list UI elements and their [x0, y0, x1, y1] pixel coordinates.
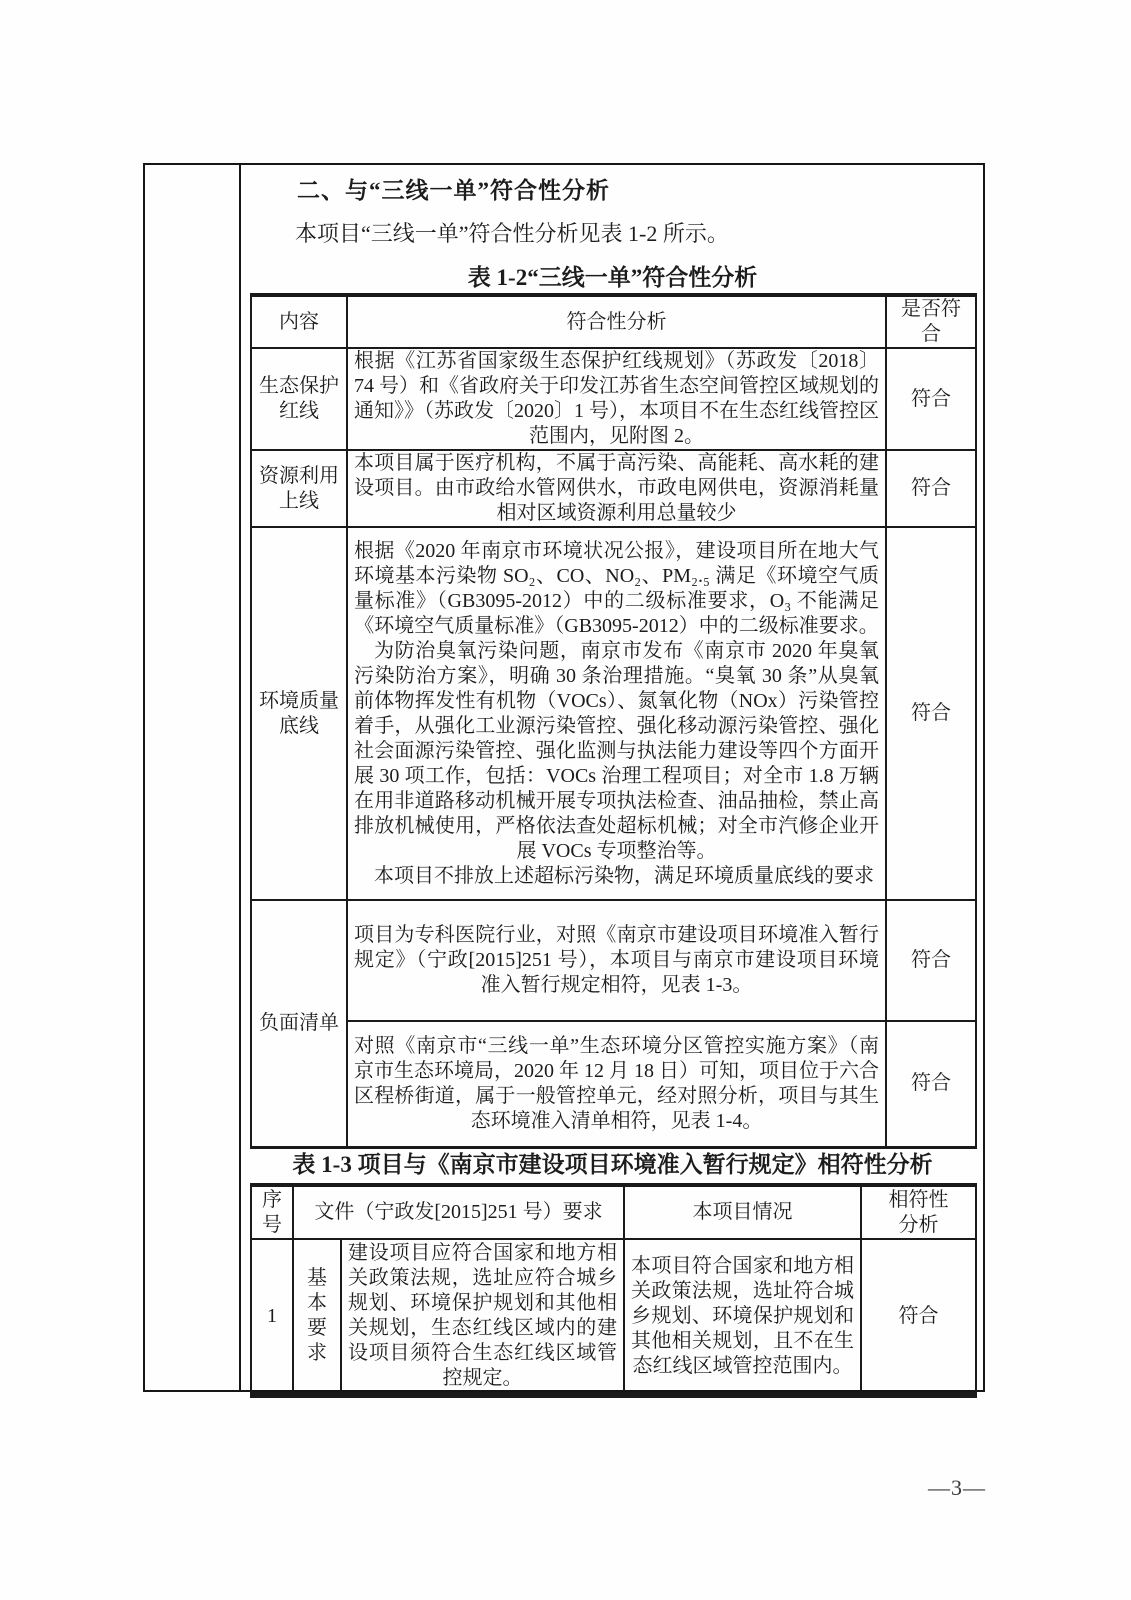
- header-no-label: 序号: [262, 1188, 282, 1236]
- row-compliant: 符合: [886, 1021, 976, 1147]
- header-compliant: [886, 295, 976, 348]
- table-row: [251, 1239, 976, 1395]
- intro-paragraph: 本项目“三线一单”符合性分析见表 1-2 所示。: [295, 221, 729, 246]
- table-row: [251, 1021, 976, 1147]
- row-label-env-quality-bottomline: 环境质量底线: [251, 527, 347, 900]
- situation-paragraph: 本项目符合国家和地方相关政策法规，选址符合城乡规划、环境保护规划和其他相关规划，且不在生态红线区域管控范围内。: [631, 1254, 855, 1377]
- row-label-ecological-redline: 生态保护红线: [251, 348, 347, 450]
- header-requirement: 文件（宁政发[2015]251 号）要求: [293, 1185, 624, 1239]
- header-analysis: 符合性分析: [347, 295, 886, 348]
- row-category: [293, 1239, 341, 1395]
- header-result-label: 相符性分析: [888, 1188, 949, 1236]
- table-1-2-header-row: [251, 295, 976, 348]
- header-compliant-label: 是否符合: [901, 298, 961, 345]
- row-result: 符合: [861, 1239, 976, 1395]
- row-requirement: [341, 1239, 624, 1395]
- analysis-paragraph: 本项目不排放上述超标污染物，满足环境质量底线的要求: [374, 864, 874, 887]
- row-no: 1: [251, 1239, 293, 1395]
- table-1-3: [250, 1183, 977, 1398]
- row-label-resource-ceiling: 资源利用上线: [251, 450, 347, 527]
- row-compliant: 符合: [886, 527, 976, 900]
- table-1-2-title: 表 1-2“三线一单”符合性分析: [467, 265, 758, 290]
- table-1-2: [250, 293, 977, 1149]
- header-no: [251, 1185, 293, 1239]
- header-result: [861, 1185, 976, 1239]
- row-analysis: [347, 450, 886, 527]
- table-row: [251, 348, 976, 450]
- row-situation: [624, 1239, 861, 1395]
- row-compliant: 符合: [886, 450, 976, 527]
- analysis-paragraph: 根据《2020 年南京市环境状况公报》，建设项目所在地大气环境基本污染物 SO₂、CO、NO₂、PM₂.₅ 满足《环境空气质量标准》（GB3095-2012）中的二级标准要求，O₃ 不能满足《环境空气质量标准》（GB3095-2012）中的二级标准要求。: [354, 539, 879, 637]
- row-analysis: [347, 1021, 886, 1147]
- table-row: [251, 450, 976, 527]
- analysis-paragraph: 为防治臭氧污染问题，南京市发布《南京市 2020 年臭氧污染防治方案》，明确 30 条治理措施。“臭氧 30 条”从臭氧前体物挥发性有机物（VOCs）、氮氧化物（NOx）污染管控着手，从强化工业源污染管控、强化移动源污染管控、强化社会面源污染管控、强化监测与执法能力建设等四个方面开展 30 项工作，包括：VOCs 治理工程项目；对全市 1.8 万辆在用非道路移动机械开展专项执法检查、油品抽检，禁止高排放机械使用，严格依法查处超标机械；对全市汽修企业开展 VOCs 专项整治等。: [354, 639, 879, 862]
- analysis-paragraph: 项目为专科医院行业，对照《南京市建设项目环境准入暂行规定》（宁政[2015]251 号），本项目与南京市建设项目环境准入暂行规定相符，见表 1-3。: [354, 924, 879, 996]
- row-analysis: [347, 527, 886, 900]
- table-1-3-title: 表 1-3 项目与《南京市建设项目环境准入暂行规定》相符性分析: [292, 1152, 933, 1177]
- section-heading: 二、与“三线一单”符合性分析: [297, 178, 610, 203]
- requirement-paragraph: 建设项目应符合国家和地方相关政策法规，选址应符合城乡规划、环境保护规划和其他相关规划，生态红线区域内的建设项目须符合生态红线区域管控规定。: [348, 1242, 618, 1389]
- analysis-paragraph: 根据《江苏省国家级生态保护红线规划》（苏政发〔2018〕74 号）和《省政府关于印发江苏省生态空间管控区域规划的通知》》（苏政发〔2020〕1 号），本项目不在生态红线管控区范围内，见附图 2。: [354, 350, 879, 447]
- table-row: [251, 900, 976, 1021]
- table-row: [251, 527, 976, 900]
- row-compliant: 符合: [886, 900, 976, 1021]
- header-content: 内容: [251, 295, 347, 348]
- row-category-label: 基本要求: [307, 1267, 327, 1364]
- analysis-paragraph: 本项目属于医疗机构，不属于高污染、高能耗、高水耗的建设项目。由市政给水管网供水，市政电网供电，资源消耗量相对区域资源利用总量较少: [354, 452, 879, 524]
- page-number: —3—: [928, 1475, 986, 1500]
- table-1-3-header-row: [251, 1185, 976, 1239]
- header-situation: 本项目情况: [624, 1185, 861, 1239]
- row-compliant: 符合: [886, 348, 976, 450]
- row-analysis: [347, 348, 886, 450]
- row-label-negative-list: 负面清单: [251, 900, 347, 1147]
- row-analysis: [347, 900, 886, 1021]
- form-left-column-divider: [239, 163, 241, 1392]
- analysis-paragraph: 对照《南京市“三线一单”生态环境分区管控实施方案》（南京市生态环境局，2020 年 12 月 18 日）可知，项目位于六合区程桥街道，属于一般管控单元，经对照分析，项目与其生态环境准入清单相符，见表 1-4。: [354, 1034, 879, 1132]
